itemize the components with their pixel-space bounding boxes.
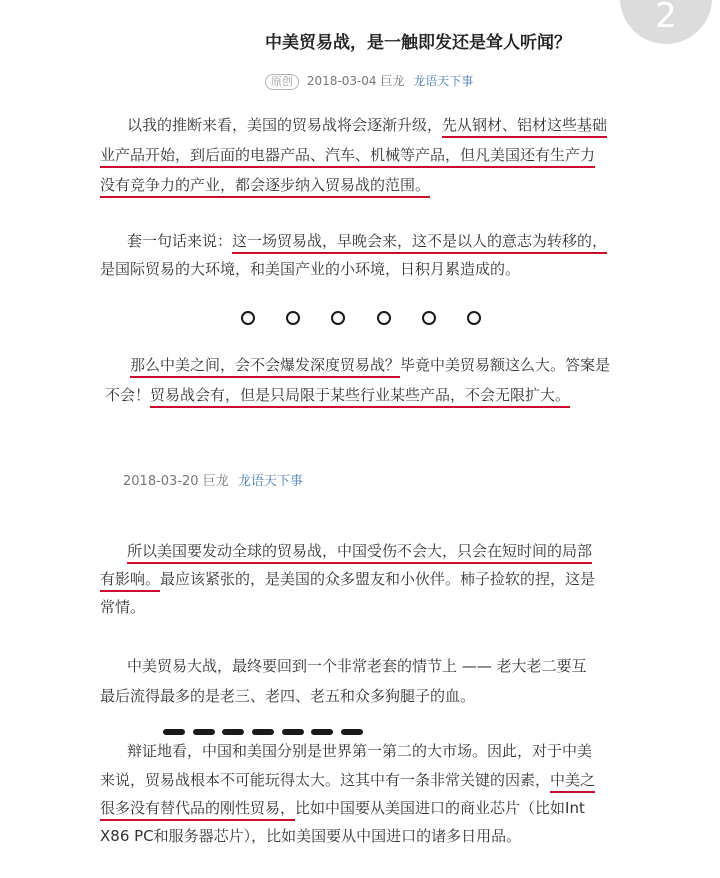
highlighted-text: 贸易战会有，但是只局限于某些行业某些产品，不会无限扩大。 xyxy=(150,386,570,408)
paragraph-line xyxy=(130,354,610,376)
paragraph-line xyxy=(127,114,607,136)
article-clipping-1 xyxy=(100,0,720,440)
original-tag: 原创 xyxy=(265,74,299,90)
highlighted-text: 业产品开始，到后面的电器产品、汽车、机械等产品，但凡美国还有生产力 xyxy=(100,146,595,168)
paragraph-line xyxy=(100,596,145,618)
text-span: 毕竟中美贸易额这么大。答案是 xyxy=(400,356,611,374)
highlighted-text: 这一场贸易战，早晚会来，这不是以人的意志为转移的， xyxy=(232,232,607,254)
paragraph-line xyxy=(100,797,585,819)
text-span: X86 PC和服务器芯片），比如美国要从中国进口的诸多日用品。 xyxy=(100,827,522,845)
circle-dot-icon xyxy=(331,311,345,325)
dash-icon xyxy=(341,729,363,735)
source-link[interactable]: 龙语天下事 xyxy=(413,74,474,88)
text-span: 辩证地看，中国和美国分别是世界第一第二的大市场。因此，对于中美 xyxy=(127,742,593,760)
dash-icon xyxy=(282,729,304,735)
paragraph-line xyxy=(100,825,521,847)
text-span: 最应该紧张的，是美国的众多盟友和小伙伴。柿子捡软的捏，这是 xyxy=(160,570,596,588)
text-span: 比如中国要从美国进口的商业芯片（比如Int xyxy=(295,799,585,817)
circle-separator xyxy=(241,308,481,328)
text-span: 套一句话来说： xyxy=(127,232,233,250)
dash-separator xyxy=(163,727,363,737)
paragraph-line xyxy=(127,655,587,677)
article-author: 巨龙 xyxy=(380,74,405,88)
paragraph-line xyxy=(127,740,592,762)
article-meta xyxy=(265,72,473,90)
article-date: 2018-03-04 xyxy=(306,74,377,88)
paragraph-line xyxy=(100,258,520,280)
dash-icon xyxy=(163,729,185,735)
highlighted-text: 先从钢材、铝材这些基础 xyxy=(442,116,607,138)
paragraph-line xyxy=(105,384,570,406)
page-number: 2 xyxy=(655,0,677,36)
highlighted-text: 中美之 xyxy=(550,771,595,793)
paragraph-line xyxy=(100,144,595,166)
paragraph-line xyxy=(127,540,592,562)
highlighted-text: 没有竞争力的产业，都会逐步纳入贸易战的范围。 xyxy=(100,176,430,198)
circle-dot-icon xyxy=(241,311,255,325)
circle-dot-icon xyxy=(422,311,436,325)
article-title: 中美贸易战，是一触即发还是耸人听闻？ xyxy=(265,33,571,53)
article-author: 巨龙 xyxy=(202,474,229,489)
dash-icon xyxy=(222,729,244,735)
highlighted-text: 那么中美之间，会不会爆发深度贸易战？ xyxy=(130,356,400,378)
circle-dot-icon xyxy=(377,311,391,325)
highlighted-text: 很多没有替代品的刚性贸易， xyxy=(100,799,295,821)
dash-icon xyxy=(311,729,333,735)
paragraph-line xyxy=(100,685,475,707)
highlighted-text: 有影响。 xyxy=(100,570,160,592)
circle-dot-icon xyxy=(286,311,300,325)
article-meta xyxy=(123,470,303,489)
source-link[interactable]: 龙语天下事 xyxy=(237,474,303,489)
dash-icon xyxy=(193,729,215,735)
text-span: 是国际贸易的大环境，和美国产业的小环境，日积月累造成的。 xyxy=(100,260,521,278)
paragraph-line xyxy=(127,230,607,252)
article-clipping-2 xyxy=(100,440,720,878)
text-span: 以我的推断来看，美国的贸易战将会逐渐升级， xyxy=(127,116,443,134)
text-span: 来说，贸易战根本不可能玩得太大。这其中有一条非常关键的因素， xyxy=(100,771,551,789)
text-span: 常情。 xyxy=(100,598,146,616)
paragraph-line xyxy=(100,769,595,791)
paragraph-line xyxy=(100,174,430,196)
text-span: 不会！ xyxy=(105,386,151,404)
circle-dot-icon xyxy=(467,311,481,325)
dash-icon xyxy=(252,729,274,735)
text-span: 中美贸易大战，最终要回到一个非常老套的情节上 —— 老大老二要互 xyxy=(127,657,587,675)
highlighted-text: 所以美国要发动全球的贸易战，中国受伤不会大，只会在短时间的局部 xyxy=(127,542,592,564)
text-span: 最后流得最多的是老三、老四、老五和众多狗腿子的血。 xyxy=(100,687,476,705)
article-date: 2018-03-20 xyxy=(123,474,199,489)
paragraph-line xyxy=(100,568,595,590)
